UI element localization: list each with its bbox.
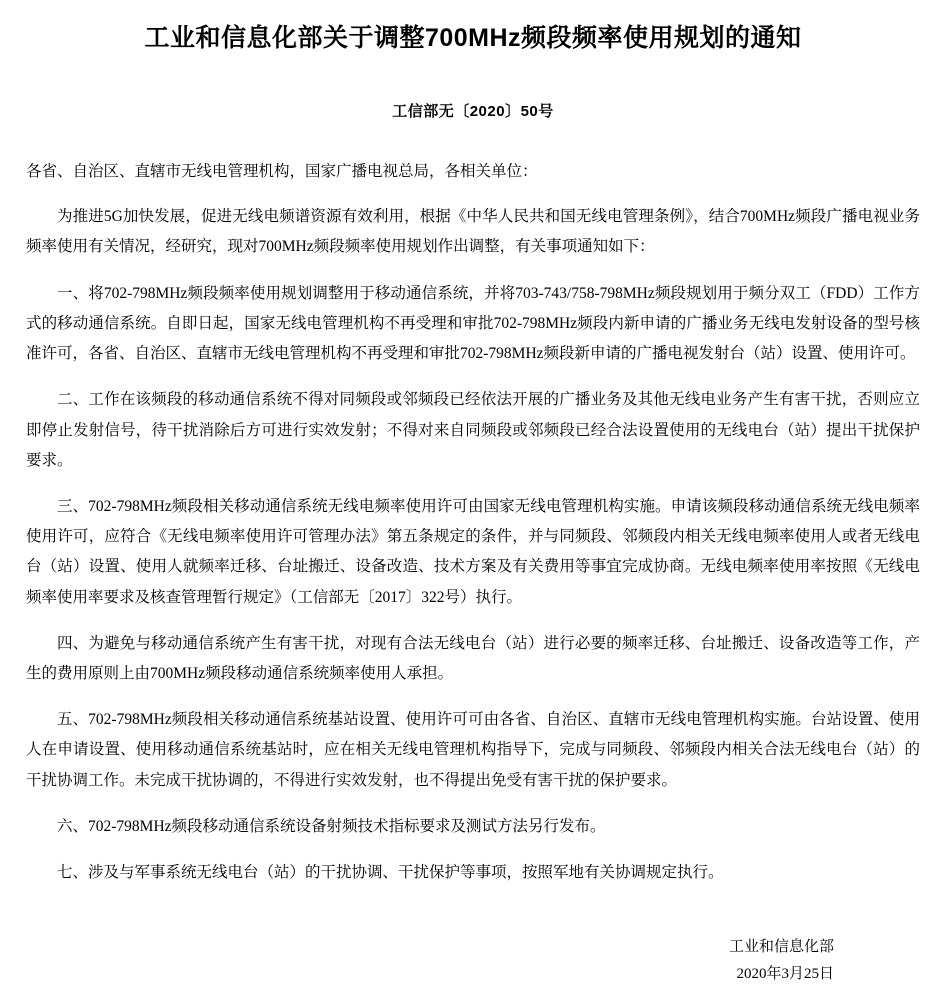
paragraph-8: 七、涉及与军事系统无线电台（站）的干扰协调、干扰保护等事项，按照军地有关协调规定执行。 [57, 864, 724, 882]
signature-block [26, 934, 920, 987]
paragraph-6: 五、702-798MHz频段相关移动通信系统基站设置、使用许可可由各省、自治区、直辖市无线电管理机构实施。台站设置、使用人在申请设置、使用移动通信系统基站时，应在相关无线电管理机构指导下，完成与同频段、邻频段内相关合法无线电台（站）的干扰协调工作。未完成干扰协调的，不得进行实效发射，也不得提出免受有害干扰的保护要求。 [26, 711, 920, 789]
paragraph-1: 为推进5G加快发展，促进无线电频谱资源有效利用，根据《中华人民共和国无线电管理条例》，结合700MHz频段广播电视业务频率使用有关情况，经研究，现对700MHz频段频率使用规划作出调整，有关事项通知如下： [26, 208, 920, 256]
signature-issuer: 工业和信息化部 [728, 939, 834, 956]
paragraph-7: 六、702-798MHz频段移动通信系统设备射频技术指标要求及测试方法另行发布。 [57, 817, 606, 835]
salutation: 各省、自治区、直辖市无线电管理机构，国家广播电视总局，各相关单位： [26, 162, 538, 180]
page-title: 工业和信息化部关于调整700MHz频段频率使用规划的通知 [144, 24, 802, 52]
paragraph-3: 二、工作在该频段的移动通信系统不得对同频段或邻频段已经依法开展的广播业务及其他无线电业务产生有害干扰，否则应立即停止发射信号，待干扰消除后方可进行实效发射；不得对来自同频段或邻频段已经合法设置使用的无线电台（站）提出干扰保护要求。 [26, 391, 920, 469]
signature-date: 2020年3月25日 [736, 965, 834, 982]
paragraph-2: 一、将702-798MHz频段频率使用规划调整用于移动通信系统，并将703-743/758-798MHz频段规划用于频分双工（FDD）工作方式的移动通信系统。自即日起，国家无线电管理机构不再受理和审批702-798MHz频段内新申请的广播业务无线电发射设备的型号核准许可，各省、自治区、直辖市无线电管理机构不再受理和审批702-798MHz频段新申请的广播电视发射台（站）设置、使用许可。 [26, 284, 920, 363]
paragraph-4: 三、702-798MHz频段相关移动通信系统无线电频率使用许可由国家无线电管理机构实施。申请该频段移动通信系统无线电频率使用许可，应符合《无线电频率使用许可管理办法》第五条规定的条件，并与同频段、邻频段内相关无线电频率使用人或者无线电台（站）设置、使用人就频率迁移、台址搬迁、设备改造、技术方案及有关费用等事宜完成协商。无线电频率使用率按照《无线电频率使用率要求及核查管理暂行规定》（工信部无〔2017〕322号）执行。 [26, 497, 920, 606]
document-number: 工信部无〔2020〕50号 [392, 102, 554, 120]
paragraph-5: 四、为避免与移动通信系统产生有害干扰，对现有合法无线电台（站）进行必要的频率迁移、台址搬迁、设备改造等工作，产生的费用原则上由700MHz频段移动通信系统频率使用人承担。 [26, 634, 920, 683]
